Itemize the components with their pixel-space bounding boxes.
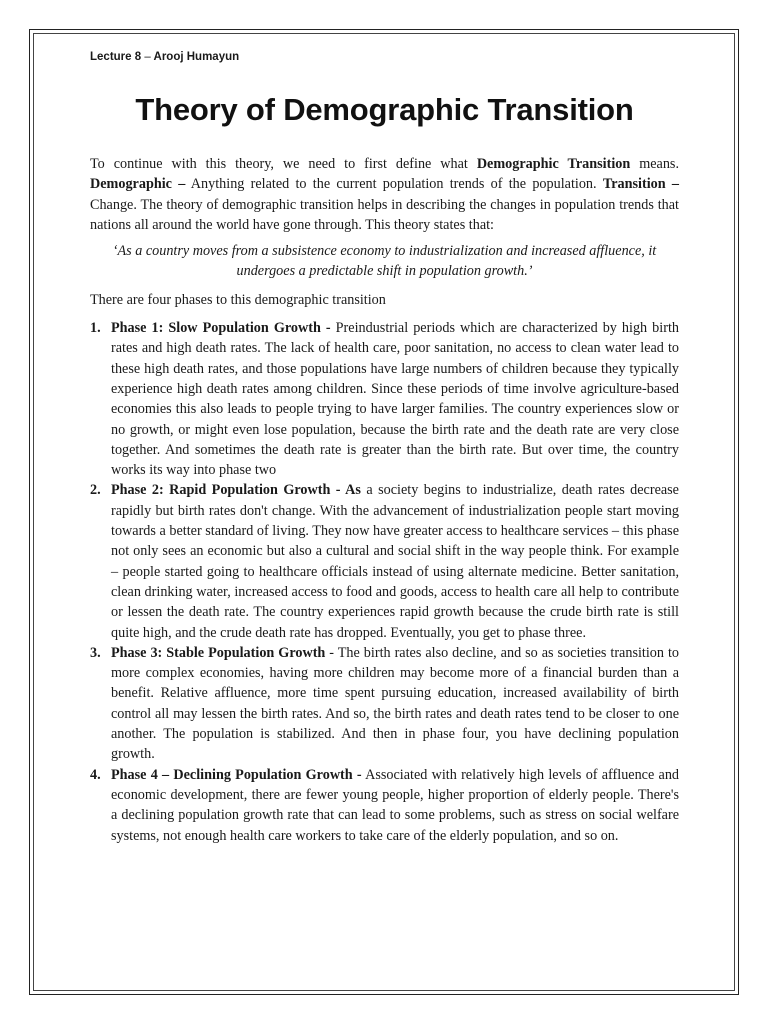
phase-title: Phase 3: Stable Population Growth bbox=[111, 644, 326, 661]
intro-text-2: means. bbox=[630, 156, 679, 172]
intro-term-demographic: Demographic – bbox=[90, 176, 186, 193]
lecture-header bbox=[90, 48, 679, 66]
intro-text-4: Change. The theory of demographic transition helps in describing the changes in population trends that nations all around the world have gone through. This theory states that: bbox=[90, 196, 679, 233]
phase-title: Phase 1: Slow Population Growth - bbox=[111, 320, 331, 337]
phases-intro: There are four phases to this demographic transition bbox=[90, 291, 386, 308]
phase-number: 3. bbox=[90, 644, 101, 661]
phase-item-4 bbox=[90, 765, 679, 846]
intro-text-1: To continue with this theory, we need to first define what bbox=[90, 156, 477, 172]
lecture-label: Lecture 8 bbox=[90, 51, 142, 63]
author-name: Arooj Humayun bbox=[153, 51, 240, 63]
phase-title: Phase 4 – Declining Population Growth - bbox=[111, 766, 362, 783]
phase-list bbox=[90, 318, 679, 846]
phase-item-1 bbox=[90, 318, 679, 480]
document-title: Theory of Demographic Transition bbox=[135, 92, 634, 127]
theory-quote: ‘As a country moves from a subsistence economy to industrialization and increased affluence, it undergoes a predictable shift in population growth.’ bbox=[112, 243, 657, 280]
phase-number: 4. bbox=[90, 766, 101, 783]
phase-text: - The birth rates also decline, and so as societies transition to more complex economies, having more children may become more of a financial burden than a benefit. Relative affluence, more time spent pursuing education, increased availability of birth control all may lessen the birth rates. And so, the birth rates and death rates tend to be closer to one another. The population is stabilized. And then in phase four, you have declining population growth. bbox=[111, 644, 679, 763]
phase-item-2 bbox=[90, 480, 679, 642]
phase-item-3 bbox=[90, 643, 679, 765]
phase-number: 2. bbox=[90, 482, 101, 499]
phase-title: Phase 2: Rapid Population Growth - As bbox=[111, 482, 361, 499]
intro-term-demographic-transition: Demographic Transition bbox=[476, 156, 631, 172]
phase-text: a society begins to industrialize, death rates decrease rapidly but birth rates don't change. With the advancement of industrialization people start moving towards a better standard of living. They now have greater access to healthcare services – this phase not only sees an economic but also a cultural and social shift in the way people think. For example – people started going to healthcare officials instead of using alternate medicine. Better sanitation, clean drinking water, increased access to food and goods, access to health care all help to contribute or lessen the death rate. The country experiences rapid growth because the crude birth rate is still quite high, and the crude death rate has dropped. Eventually, you get to phase three. bbox=[111, 482, 679, 641]
intro-text-3: Anything related to the current population trends of the population. bbox=[185, 176, 603, 193]
phase-text: Preindustrial periods which are characterized by high birth rates and high death rates. The lack of health care, poor sanitation, no access to clean water lead to these high death rates, and those populations have large numbers of children because they typically experience high death rates among children. Since these periods of time involve agriculture-based economies this also leads to people trying to have larger families. The country experiences slow or no growth, or might even lose population, because the birth rate and the death rate are very close together. And sometimes the death rate is greater than the birth rate. But over time, the country works its way into phase two bbox=[111, 320, 679, 479]
phase-number: 1. bbox=[90, 320, 101, 337]
phase-text: Associated with relatively high levels of affluence and economic development, there are fewer young people, higher proportion of elderly people. There's a declining population growth rate that can lead to some problems, such as stress on social welfare systems, not enough health care workers to take care of the elderly population, and so on. bbox=[111, 766, 680, 844]
intro-term-transition: Transition – bbox=[602, 176, 679, 193]
document-content bbox=[90, 48, 680, 844]
header-separator: – bbox=[144, 51, 151, 63]
intro-paragraph bbox=[90, 154, 679, 235]
